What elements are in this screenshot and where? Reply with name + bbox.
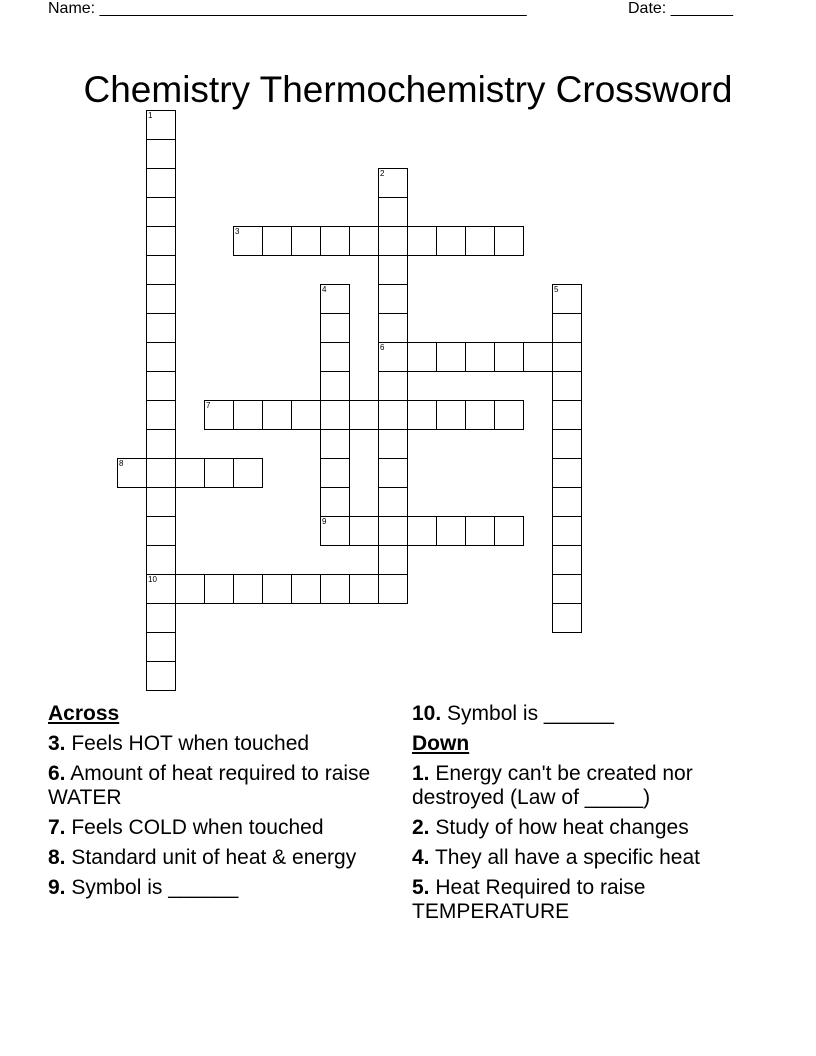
grid-cell[interactable] [320, 574, 350, 604]
clue-number: 1. [412, 762, 430, 785]
clue-number-label: 1 [148, 111, 153, 120]
grid-cell[interactable] [262, 400, 292, 430]
grid-cell[interactable] [349, 226, 379, 256]
grid-cell[interactable] [146, 226, 176, 256]
clue-text: Amount of heat required to raise WATER [48, 762, 371, 809]
clue-number: 4. [412, 846, 430, 869]
clue-number: 6. [48, 762, 66, 785]
grid-cell[interactable] [552, 429, 582, 459]
across-heading: Across [48, 702, 120, 725]
clue-number: 9. [48, 876, 66, 899]
grid-cell[interactable] [552, 545, 582, 575]
grid-cell[interactable] [146, 313, 176, 343]
clue-across-9 [48, 876, 388, 900]
grid-cell[interactable] [378, 400, 408, 430]
grid-cell[interactable] [552, 313, 582, 343]
clue-across-8 [48, 846, 388, 870]
grid-cell[interactable] [465, 226, 495, 256]
grid-cell[interactable] [146, 632, 176, 662]
grid-cell[interactable] [552, 516, 582, 546]
grid-cell[interactable] [291, 400, 321, 430]
clue-number-label: 10 [148, 575, 157, 584]
grid-cell[interactable] [320, 226, 350, 256]
clue-number: 7. [48, 816, 66, 839]
grid-cell[interactable] [320, 342, 350, 372]
grid-cell[interactable] [378, 574, 408, 604]
grid-cell[interactable] [494, 226, 524, 256]
grid-cell[interactable] [523, 342, 553, 372]
grid-cell[interactable] [378, 516, 408, 546]
grid-cell[interactable] [146, 545, 176, 575]
grid-cell[interactable] [552, 603, 582, 633]
grid-cell[interactable] [436, 226, 466, 256]
clue-across-3 [48, 732, 388, 756]
grid-cell[interactable] [552, 342, 582, 372]
grid-cell[interactable] [378, 313, 408, 343]
grid-cell[interactable] [436, 400, 466, 430]
grid-cell[interactable] [146, 574, 176, 604]
grid-cell[interactable] [349, 516, 379, 546]
clue-number-label: 6 [380, 343, 385, 352]
grid-cell[interactable] [378, 197, 408, 227]
grid-cell[interactable] [175, 574, 205, 604]
grid-cell[interactable] [320, 516, 350, 546]
grid-cell[interactable] [320, 429, 350, 459]
clue-text: They all have a specific heat [434, 846, 700, 869]
grid-cell[interactable] [378, 168, 408, 198]
grid-cell[interactable] [204, 400, 234, 430]
grid-cell[interactable] [378, 371, 408, 401]
grid-cell[interactable] [291, 226, 321, 256]
date-field-label: Date: _______ [628, 0, 733, 17]
grid-cell[interactable] [146, 139, 176, 169]
grid-cell[interactable] [204, 574, 234, 604]
grid-cell[interactable] [146, 342, 176, 372]
clue-number: 8. [48, 846, 66, 869]
clue-down-2 [412, 816, 752, 840]
grid-cell[interactable] [407, 342, 437, 372]
grid-cell[interactable] [146, 603, 176, 633]
grid-cell[interactable] [378, 458, 408, 488]
grid-cell[interactable] [117, 458, 147, 488]
clue-across-7 [48, 816, 388, 840]
clue-number: 5. [412, 876, 430, 899]
grid-cell[interactable] [552, 487, 582, 517]
grid-cell[interactable] [146, 458, 176, 488]
grid-cell[interactable] [146, 110, 176, 140]
grid-cell[interactable] [146, 429, 176, 459]
grid-cell[interactable] [233, 458, 263, 488]
grid-cell[interactable] [465, 516, 495, 546]
grid-cell[interactable] [349, 400, 379, 430]
grid-cell[interactable] [320, 313, 350, 343]
grid-cell[interactable] [146, 284, 176, 314]
grid-cell[interactable] [436, 516, 466, 546]
clue-text: Feels HOT when touched [71, 732, 310, 755]
grid-cell[interactable] [146, 197, 176, 227]
grid-cell[interactable] [494, 400, 524, 430]
clue-across-10 [412, 702, 752, 726]
grid-cell[interactable] [552, 371, 582, 401]
grid-cell[interactable] [378, 545, 408, 575]
grid-cell[interactable] [146, 516, 176, 546]
clue-down-1 [412, 762, 752, 810]
grid-cell[interactable] [378, 255, 408, 285]
clues-right-column [412, 702, 752, 930]
grid-cell[interactable] [552, 400, 582, 430]
grid-cell[interactable] [262, 574, 292, 604]
grid-cell[interactable] [204, 458, 234, 488]
grid-cell[interactable] [320, 284, 350, 314]
clue-text: Symbol is ______ [447, 702, 614, 725]
clue-number: 10. [412, 702, 442, 725]
grid-cell[interactable] [378, 429, 408, 459]
clue-number-label: 4 [322, 285, 327, 294]
clue-text: Feels COLD when touched [71, 816, 324, 839]
grid-cell[interactable] [146, 371, 176, 401]
grid-cell[interactable] [291, 574, 321, 604]
clue-text: Study of how heat changes [435, 816, 689, 839]
grid-cell[interactable] [378, 487, 408, 517]
grid-cell[interactable] [146, 168, 176, 198]
clue-number-label: 8 [119, 459, 124, 468]
name-field-label: Name: ________________________________________________ [48, 0, 527, 17]
grid-cell[interactable] [407, 400, 437, 430]
grid-cell[interactable] [494, 516, 524, 546]
grid-cell[interactable] [465, 400, 495, 430]
grid-cell[interactable] [552, 574, 582, 604]
grid-cell[interactable] [146, 255, 176, 285]
grid-cell[interactable] [494, 342, 524, 372]
grid-cell[interactable] [436, 342, 466, 372]
clue-number-label: 7 [206, 401, 211, 410]
grid-cell[interactable] [233, 226, 263, 256]
grid-cell[interactable] [262, 226, 292, 256]
clue-number-label: 9 [322, 517, 327, 526]
clue-text: Heat Required to raise TEMPERATURE [412, 876, 646, 923]
down-heading: Down [412, 732, 470, 755]
grid-cell[interactable] [378, 284, 408, 314]
page-title: Chemistry Thermochemistry Crossword [83, 68, 733, 110]
clue-down-5 [412, 876, 752, 924]
grid-cell[interactable] [465, 342, 495, 372]
clue-number-label: 3 [235, 227, 240, 236]
clue-number-label: 5 [554, 285, 559, 294]
grid-cell[interactable] [552, 458, 582, 488]
grid-cell[interactable] [320, 458, 350, 488]
grid-cell[interactable] [320, 371, 350, 401]
grid-cell[interactable] [146, 487, 176, 517]
grid-cell[interactable] [233, 400, 263, 430]
grid-cell[interactable] [175, 458, 205, 488]
clue-down-4 [412, 846, 752, 870]
grid-cell[interactable] [349, 574, 379, 604]
clue-number-label: 2 [380, 169, 385, 178]
grid-cell[interactable] [233, 574, 263, 604]
clues-left-column [48, 702, 388, 906]
grid-cell[interactable] [378, 226, 408, 256]
grid-cell[interactable] [320, 487, 350, 517]
clue-text: Standard unit of heat & energy [71, 846, 357, 869]
grid-cell[interactable] [407, 516, 437, 546]
grid-cell[interactable] [146, 400, 176, 430]
grid-cell[interactable] [146, 661, 176, 691]
grid-cell[interactable] [552, 284, 582, 314]
grid-cell[interactable] [407, 226, 437, 256]
clue-number: 3. [48, 732, 66, 755]
clue-text: Symbol is ______ [71, 876, 239, 899]
clue-across-6 [48, 762, 388, 810]
clue-number: 2. [412, 816, 430, 839]
clue-text: Energy can't be created nor destroyed (Law of _____) [412, 762, 693, 809]
grid-cell[interactable] [378, 342, 408, 372]
grid-cell[interactable] [320, 400, 350, 430]
